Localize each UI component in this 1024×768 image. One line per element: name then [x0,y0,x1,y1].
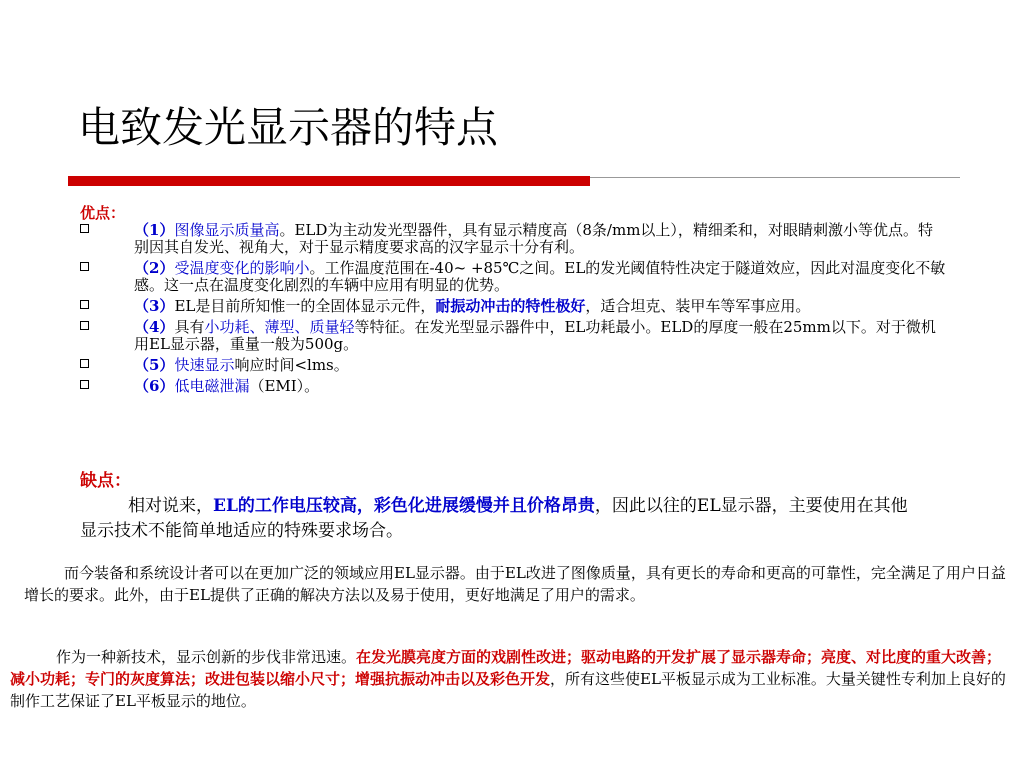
pros-item [80,357,946,374]
square-bullet-icon [80,380,89,389]
item-highlight: 低电磁泄漏 [174,377,250,395]
slide-title: 电致发光显示器的特点 [78,103,499,152]
item-number: （2） [134,259,175,277]
item-number: （1） [134,221,175,239]
item-number: （6） [134,377,175,395]
pros-heading: 优点： [80,204,126,222]
item-text: 。工作温度范围在-40~ +85℃之间。EL的发光阈值特性决定于隧道效应，因此对温度变化不敏感。这一点在温度变化剧烈的车辆中应用有明显的优势。 [134,259,946,294]
item-number: （3） [134,297,175,315]
pros-list [80,222,946,399]
square-bullet-icon [80,224,89,233]
cons-highlight: EL的工作电压较高，彩色化进展缓慢并且价格昂贵 [213,496,595,516]
square-bullet-icon [80,262,89,271]
square-bullet-icon [80,359,89,368]
item-highlight: 图像显示质量高 [174,221,280,239]
item-number: （5） [134,356,175,374]
paragraph-2 [10,646,1014,712]
item-text: 。ELD为主动发光型器件，具有显示精度高（8条/mm以上），精细柔和，对眼睛刺激小等优点。特别因其自发光、视角大，对于显示精度要求高的汉字显示十分有利。 [134,221,933,256]
item-highlight: 耐振动冲击的特性极好 [435,297,586,315]
pros-item [80,222,946,256]
item-number: （4） [134,318,175,336]
item-highlight: 受温度变化的影响小 [174,259,310,277]
pros-item [80,260,946,294]
pros-item [80,319,946,353]
paragraph-2-post: ，所有这些使EL平板显示成为工业标准。大量关键性专利加上良好的制作工艺保证了EL平板显示的地位。 [10,670,1006,710]
paragraph-1: 而今装备和系统设计者可以在更加广泛的领域应用EL显示器。由于EL改进了图像质量，具有更长的寿命和更高的可靠性，完全满足了用户日益增长的要求。此外，由于EL提供了正确的解决方法以及易于使用，更好地满足了用户的需求。 [24,564,1006,604]
item-text: ，适合坦克、装甲车等军事应用。 [585,297,811,315]
item-text: 响应时间<lms。 [234,356,349,374]
cons-text: ，因此以往的EL显示器，主要使用在其他显示技术不能简单地适应的特殊要求场合。 [80,496,908,541]
paragraph-2-pre: 作为一种新技术，显示创新的步伐非常迅速。 [56,648,357,666]
paragraph-2-highlight: 在发光膜亮度方面的戏剧性改进；驱动电路的开发扩展了显示器寿命；亮度、对比度的重大改善；减小功耗；专门的灰度算法；改进包装以缩小尺寸；增强抗振动冲击以及彩色开发 [10,648,1002,688]
square-bullet-icon [80,321,89,330]
item-highlight: 小功耗、薄型、质量轻 [204,318,355,336]
item-text-pre: EL是目前所知惟一的全固体显示元件， [174,297,436,315]
title-rule-line [590,177,960,178]
pros-item [80,378,946,395]
cons-paragraph [80,494,920,544]
pros-item [80,298,946,315]
title-rule-red [68,176,590,186]
item-highlight: 快速显示 [174,356,235,374]
cons-heading: 缺点： [80,471,131,491]
item-text-pre: 具有 [174,318,205,336]
cons-text-pre: 相对说来， [128,496,213,516]
item-text: （EMI）。 [249,377,320,395]
square-bullet-icon [80,300,89,309]
item-text: 等特征。在发光型显示器件中，EL功耗最小。ELD的厚度一般在25mm以下。对于微机用EL显示器，重量一般为500g。 [134,318,936,353]
